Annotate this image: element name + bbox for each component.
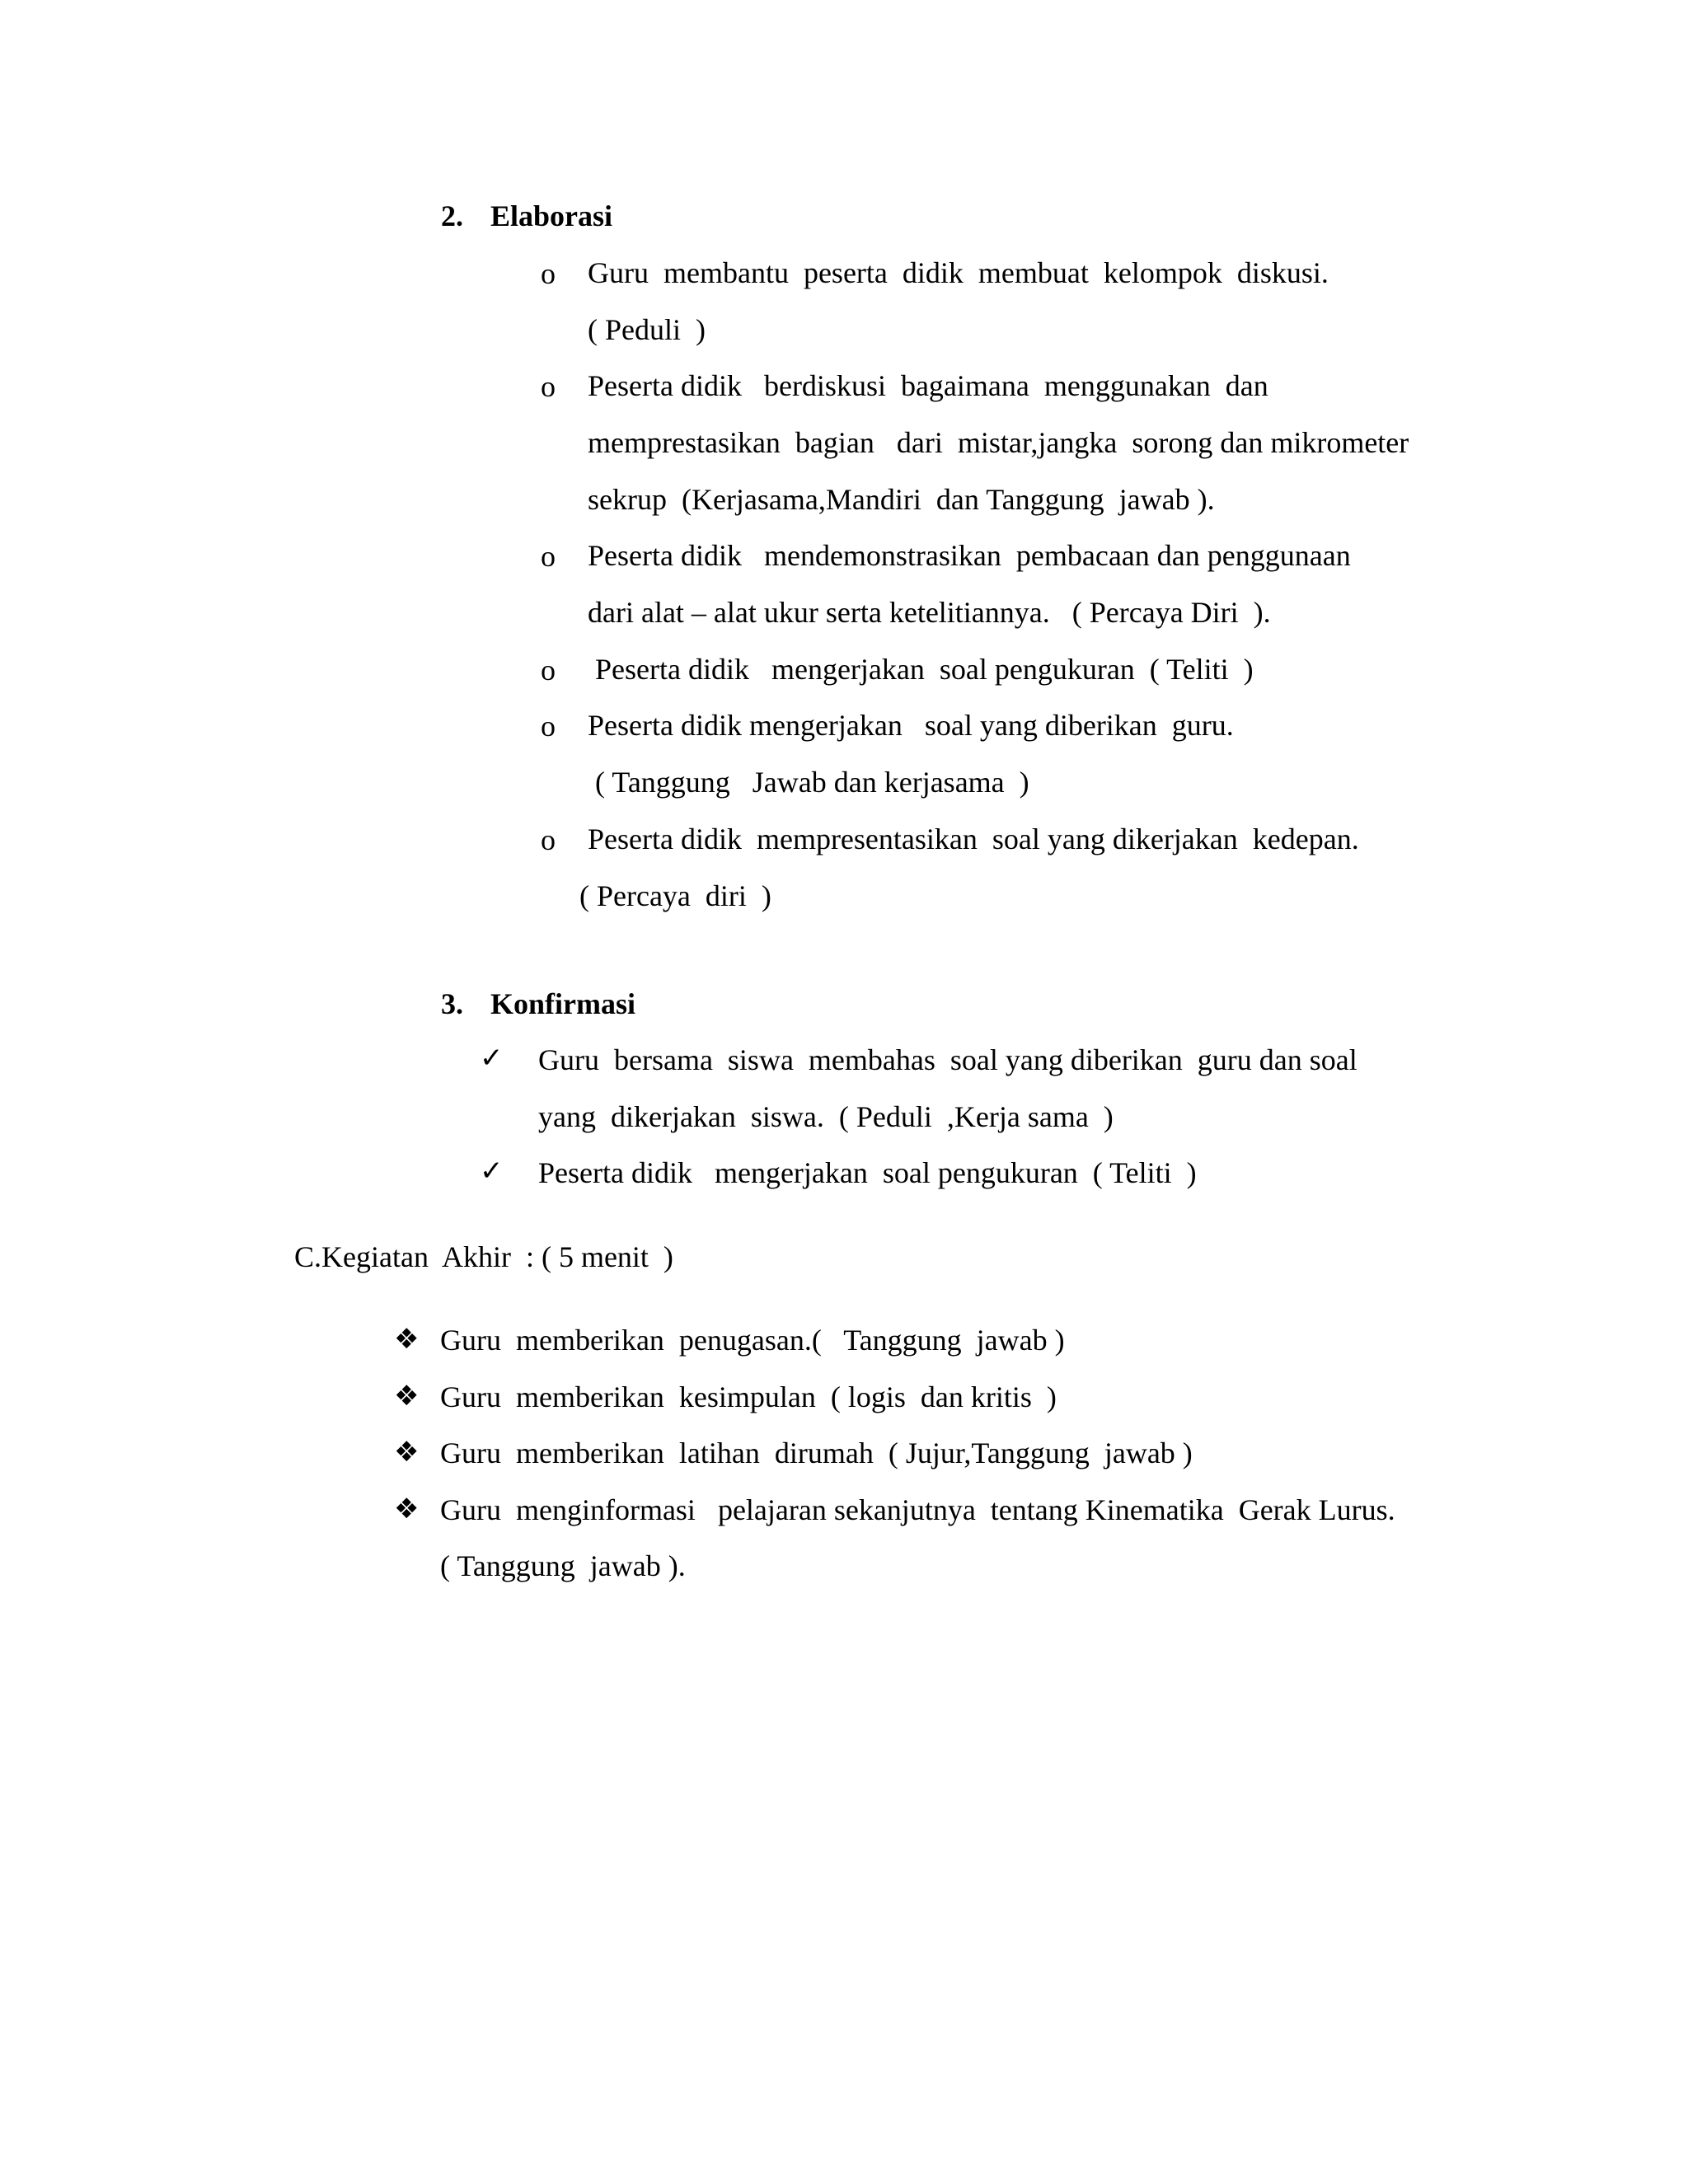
item-line: Peserta didik mendemonstrasikan pembacaan dan penggunaan bbox=[588, 539, 1351, 572]
diamond-bullet-icon: ❖ bbox=[394, 1493, 420, 1526]
item-line: Peserta didik berdiskusi bagaimana menggunakan dan bbox=[588, 369, 1268, 402]
item-line: ( Tanggung Jawab dan kerjasama ) bbox=[588, 766, 1029, 799]
diamond-bullet-icon: ❖ bbox=[394, 1436, 420, 1469]
elaborasi-heading: Elaborasi bbox=[490, 199, 613, 232]
circle-bullet-icon: o bbox=[541, 540, 556, 573]
item-line: ( Peduli ) bbox=[588, 313, 706, 346]
item-line: Peserta didik mengerjakan soal pengukuran ( Teliti ) bbox=[538, 1156, 1197, 1189]
elaborasi-number: 2. bbox=[441, 199, 463, 232]
checkmark-icon: ✓ bbox=[480, 1155, 504, 1188]
circle-bullet-icon: o bbox=[541, 654, 556, 687]
item-line: ( Tanggung jawab ). bbox=[440, 1549, 686, 1582]
konfirmasi-heading: Konfirmasi bbox=[490, 987, 635, 1020]
circle-bullet-icon: o bbox=[541, 823, 556, 856]
item-line: Guru menginformasi pelajaran sekanjutnya tentang Kinematika Gerak Lurus. bbox=[440, 1493, 1395, 1526]
item-line: Guru memberikan latihan dirumah ( Jujur,Tanggung jawab ) bbox=[440, 1436, 1193, 1469]
item-line: ( Percaya diri ) bbox=[579, 879, 771, 912]
item-line: Guru memberikan penugasan.( Tanggung jawab ) bbox=[440, 1324, 1065, 1357]
diamond-bullet-icon: ❖ bbox=[394, 1380, 420, 1413]
item-line: Peserta didik mengerjakan soal yang diberikan guru. bbox=[588, 709, 1234, 742]
item-line: memprestasikan bagian dari mistar,jangka sorong dan mikrometer bbox=[588, 426, 1409, 459]
kegiatan-akhir-heading: C.Kegiatan Akhir : ( 5 menit ) bbox=[294, 1240, 673, 1273]
item-line: Peserta didik mempresentasikan soal yang dikerjakan kedepan. bbox=[588, 823, 1359, 855]
item-line: Peserta didik mengerjakan soal pengukuran ( Teliti ) bbox=[588, 653, 1254, 686]
diamond-bullet-icon: ❖ bbox=[394, 1323, 420, 1356]
item-line: yang dikerjakan siswa. ( Peduli ,Kerja sama ) bbox=[538, 1100, 1114, 1133]
circle-bullet-icon: o bbox=[541, 370, 556, 403]
item-line: dari alat – alat ukur serta ketelitiannya. ( Percaya Diri ). bbox=[588, 596, 1271, 629]
circle-bullet-icon: o bbox=[541, 257, 556, 290]
item-line: Guru bersama siswa membahas soal yang diberikan guru dan soal bbox=[538, 1043, 1357, 1076]
item-line: Guru memberikan kesimpulan ( logis dan kritis ) bbox=[440, 1380, 1057, 1413]
item-line: sekrup (Kerjasama,Mandiri dan Tanggung jawab ). bbox=[588, 483, 1215, 516]
circle-bullet-icon: o bbox=[541, 710, 556, 743]
checkmark-icon: ✓ bbox=[480, 1042, 504, 1075]
item-line: Guru membantu peserta didik membuat kelompok diskusi. bbox=[588, 256, 1329, 289]
konfirmasi-number: 3. bbox=[441, 987, 463, 1020]
